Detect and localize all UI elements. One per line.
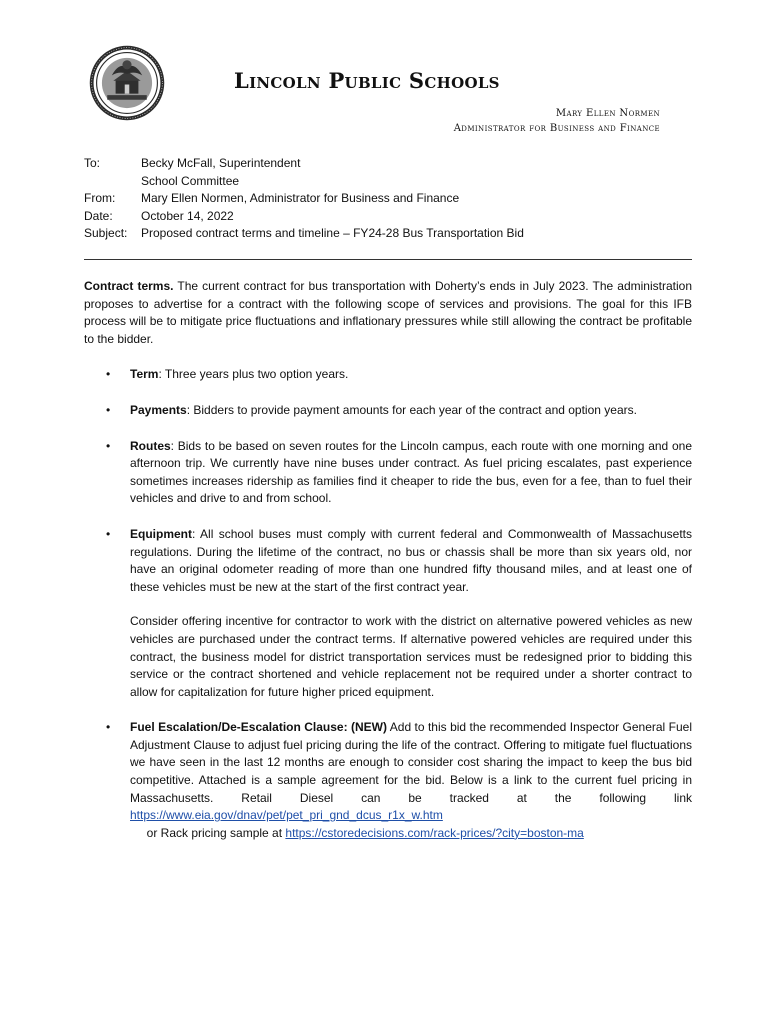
from-value: Mary Ellen Normen, Administrator for Business and Finance: [141, 191, 460, 205]
term-text: : Three years plus two option years.: [158, 367, 349, 382]
date-label: Date:: [84, 208, 113, 223]
list-item-equipment: [84, 526, 692, 701]
from-label: From:: [84, 191, 116, 205]
intro-text: The current contract for bus transportation with Doherty’s ends in July 2023. The administration proposes to advertise for a contract with the following scope of services and provisions. The goal for this IFB process will be to mitigate price fluctuations and inflationary pressures while still allowing the contract be profitable to the bidder.: [84, 279, 692, 346]
payments-label: Payments: [130, 402, 187, 417]
from-row: [84, 190, 524, 208]
date-value: October 14, 2022: [141, 208, 234, 223]
sender-title: Administrator for Business and Finance: [453, 123, 660, 134]
fuel-label: Fuel Escalation/De-Escalation Clause: (NEW): [130, 720, 387, 735]
memo-header: [84, 155, 524, 243]
to-label: To:: [84, 156, 101, 170]
eia-diesel-link[interactable]: https://www.eia.gov/dnav/pet/pet_pri_gnd_dcus_r1x_w.htm: [130, 808, 443, 823]
to-row-2: [84, 173, 524, 191]
routes-text: : Bids to be based on seven routes for the Lincoln campus, each route with one morning and one afternoon trip. We currently have nine buses under contract. As fuel pricing escalates, past experience sometimes increases ridership as families find it cheaper to ride the bus, even for a fee, than to fuel their vehicles and drive to and from school.: [130, 438, 692, 506]
org-name: Lincoln Public Schools: [234, 68, 500, 93]
intro-paragraph: [84, 278, 692, 348]
fuel-text: Add to this bid the recommended Inspector General Fuel Adjustment Clause to adjust fuel pricing during the life of the contract. Offering to mitigate fuel fluctuations we have seen in the last 12 months are enough to consider cost sharing the impact to keep the bus bid competitive. Attached is a sample agreement for the bid. Below is a link to the current fuel pricing in Massachusetts. Retail Diesel can be tracked at the following link: [130, 720, 692, 805]
to-value-1: Becky McFall, Superintendent: [141, 156, 301, 170]
subject-row: [84, 225, 524, 243]
list-item-payments: [84, 402, 692, 420]
bullet-icon: •: [106, 438, 111, 453]
equipment-label: Equipment: [130, 526, 192, 541]
sender-block: [454, 106, 660, 136]
header-divider: [84, 259, 692, 260]
routes-label: Routes: [130, 438, 171, 453]
terms-list: [84, 366, 692, 842]
equipment-paragraph-2: Consider offering incentive for contractor to work with the district on alternative powered vehicles as new vehicles are purchased under the contract terms. If alternative powered vehicles are required under this contract, the business model for district transportation services must be redesigned prior to bidding this service or the contract shortened and vehicle replacement not be required under a shorter contract to allow for capitalization for future higher priced equipment.: [130, 614, 692, 699]
rack-pricing-link[interactable]: https://cstoredecisions.com/rack-prices/?city=boston-ma: [285, 825, 584, 840]
list-item-fuel: [84, 719, 692, 842]
fuel-middle-text: or Rack pricing sample at: [130, 825, 286, 840]
list-item-term: [84, 366, 692, 384]
bullet-icon: •: [106, 402, 111, 417]
sender-name: Mary Ellen Normen: [555, 108, 660, 119]
to-value-2: School Committee: [141, 173, 240, 188]
equipment-text: : All school buses must comply with current federal and Commonwealth of Massachusetts regulations. During the lifetime of the contract, no bus or chassis shall be more than six years old, nor have an original odometer reading of more than one hundred fifty thousand miles, and at least one of these vehicles must be new at the start of the first contract year.: [130, 526, 692, 594]
date-row: [84, 208, 524, 226]
list-item-routes: [84, 438, 692, 508]
term-label: Term: [130, 367, 159, 382]
school-seal-logo: [89, 45, 165, 121]
bullet-icon: •: [106, 526, 111, 541]
bullet-icon: •: [106, 367, 111, 382]
memo-body: [84, 278, 692, 842]
subject-value: Proposed contract terms and timeline – FY24-28 Bus Transportation Bid: [141, 226, 524, 240]
to-row: [84, 155, 524, 173]
bullet-icon: •: [106, 720, 111, 735]
payments-text: : Bidders to provide payment amounts for each year of the contract and option years.: [186, 402, 637, 417]
subject-label: Subject:: [84, 226, 128, 240]
intro-heading: Contract terms.: [84, 279, 174, 293]
